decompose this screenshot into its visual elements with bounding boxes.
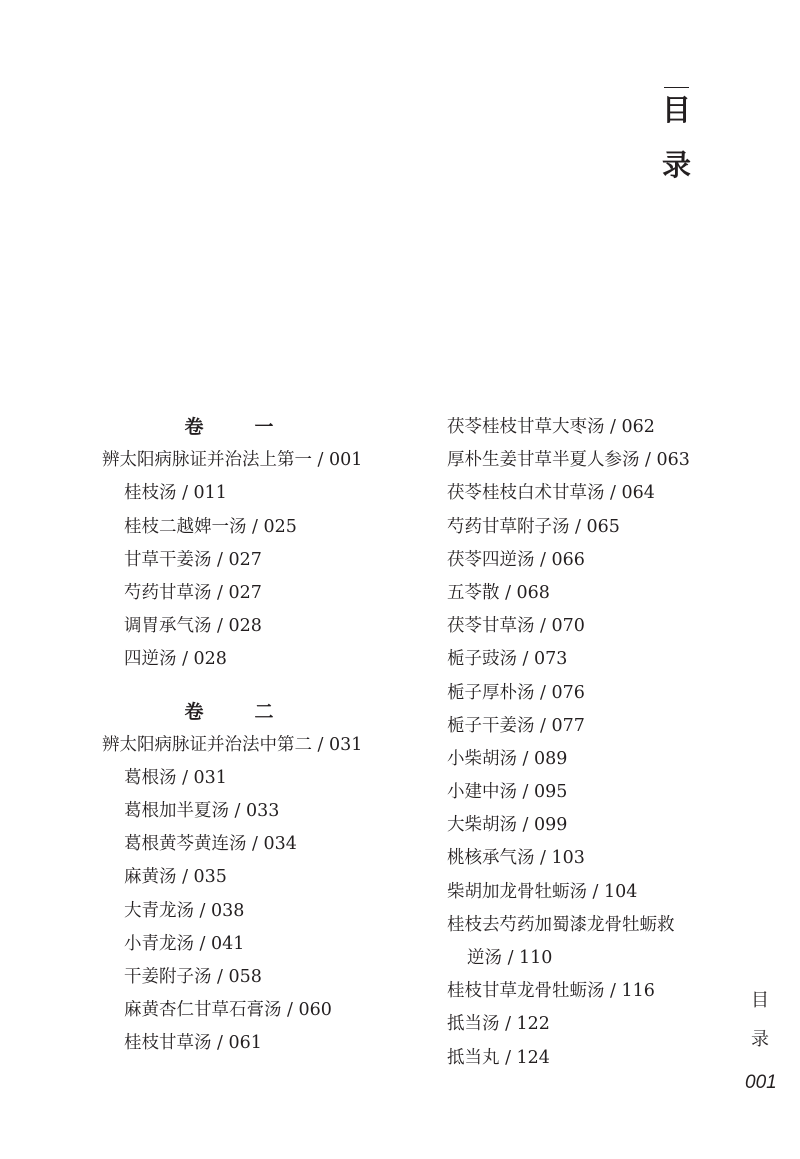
toc-entry[interactable]: 栀子豉汤 / 073: [447, 649, 568, 670]
toc-entry[interactable]: 茯苓桂枝甘草大枣汤 / 062: [447, 417, 655, 437]
toc-entry[interactable]: 茯苓四逆汤 / 066: [447, 549, 585, 570]
toc-entry[interactable]: 干姜附子汤 / 058: [124, 967, 262, 987]
toc-entry[interactable]: 小青龙汤 / 041: [124, 933, 245, 954]
toc-entry[interactable]: 抵当丸 / 124: [447, 1047, 550, 1068]
running-label-char-1: 目: [751, 990, 769, 1011]
toc-entry[interactable]: 小柴胡汤 / 089: [447, 748, 568, 769]
volume-heading: 卷 二: [184, 700, 290, 723]
toc-entry[interactable]: 芍药甘草汤 / 027: [124, 582, 262, 603]
toc-entry[interactable]: 四逆汤 / 028: [124, 649, 227, 670]
toc-entry[interactable]: 麻黄杏仁甘草石膏汤 / 060: [124, 1000, 332, 1021]
toc-entry[interactable]: 桂枝去芍药加蜀漆龙骨牡蛎救: [447, 914, 675, 935]
toc-entry[interactable]: 桂枝汤 / 011: [124, 483, 227, 504]
page-number: 001: [745, 1072, 777, 1093]
volume-heading: 卷 一: [184, 416, 290, 438]
page-title-char-1: 目: [662, 93, 692, 127]
toc-entry[interactable]: 茯苓甘草汤 / 070: [447, 616, 585, 637]
toc-entry[interactable]: 茯苓桂枝白术甘草汤 / 064: [447, 483, 655, 504]
toc-entry[interactable]: 桂枝甘草龙骨牡蛎汤 / 116: [447, 981, 655, 1002]
toc-entry[interactable]: 葛根黄芩黄连汤 / 034: [124, 834, 297, 855]
toc-entry[interactable]: 桂枝甘草汤 / 061: [124, 1033, 262, 1054]
toc-right-column: [447, 411, 747, 1075]
chapter-entry[interactable]: 辨太阳病脉证并治法中第二 / 031: [102, 734, 363, 755]
toc-entry[interactable]: 栀子干姜汤 / 077: [447, 715, 585, 736]
toc-entry[interactable]: 小建中汤 / 095: [447, 782, 568, 803]
toc-left-column: [102, 411, 402, 1061]
title-rule: [664, 87, 689, 88]
page-title-char-2: 录: [662, 148, 692, 182]
chapter-entry[interactable]: 辨太阳病脉证并治法上第一 / 001: [102, 450, 363, 471]
toc-entry[interactable]: 大柴胡汤 / 099: [447, 815, 568, 836]
toc-entry[interactable]: 甘草干姜汤 / 027: [124, 549, 262, 570]
toc-entry[interactable]: 抵当汤 / 122: [447, 1014, 550, 1035]
toc-entry[interactable]: 葛根汤 / 031: [124, 767, 227, 788]
toc-entry-continuation[interactable]: 逆汤 / 110: [467, 948, 553, 968]
toc-entry[interactable]: 葛根加半夏汤 / 033: [124, 801, 280, 822]
toc-entry[interactable]: 厚朴生姜甘草半夏人参汤 / 063: [447, 450, 690, 471]
running-label-char-2: 录: [751, 1029, 769, 1050]
toc-entry[interactable]: 麻黄汤 / 035: [124, 867, 227, 888]
toc-entry[interactable]: 桃核承气汤 / 103: [447, 848, 585, 869]
toc-entry[interactable]: 芍药甘草附子汤 / 065: [447, 516, 620, 537]
toc-entry[interactable]: 桂枝二越婢一汤 / 025: [124, 516, 297, 537]
toc-entry[interactable]: 五苓散 / 068: [447, 582, 550, 603]
toc-entry[interactable]: 调胃承气汤 / 028: [124, 616, 262, 637]
toc-entry[interactable]: 栀子厚朴汤 / 076: [447, 682, 585, 703]
toc-entry[interactable]: 柴胡加龙骨牡蛎汤 / 104: [447, 881, 638, 902]
toc-entry[interactable]: 大青龙汤 / 038: [124, 900, 245, 921]
